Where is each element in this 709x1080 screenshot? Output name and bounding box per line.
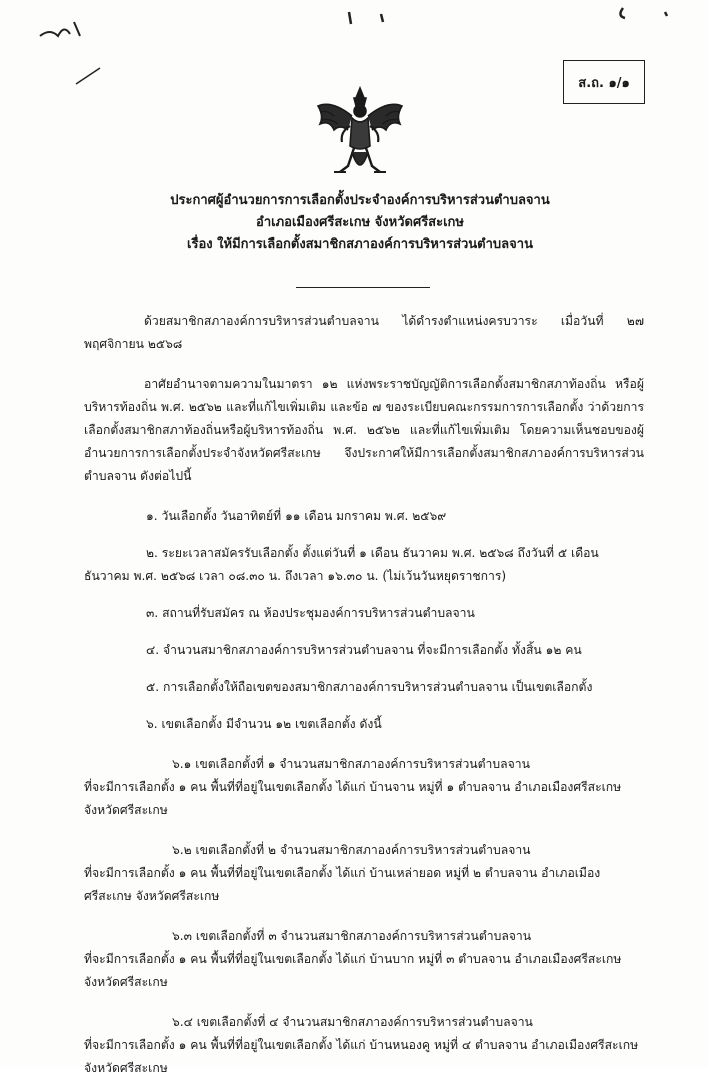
district-heading: ๖.๓ เขตเลือกตั้งที่ ๓ จำนวนสมาชิกสภาองค์การบริหารส่วนตำบลจาน [172,929,532,943]
document-body [84,310,644,1080]
header-title: ประกาศผู้อำนวยการการเลือกตั้งประจำองค์การบริหารส่วนตำบลจาน [170,193,550,208]
list-item: ๒. ระยะเวลาสมัครรับเลือกตั้ง ตั้งแต่วันที่ ๑ เดือน ธันวาคม พ.ศ. ๒๕๖๘ ถึงวันที่ ๕ เดือน ธันวาคม พ.ศ. ๒๕๖๘ เวลา ๐๘.๓๐ น. ถึงเวลา ๑๖.๓๐ น. (ไม่เว้นวันหยุดราชการ) [84,546,599,583]
district-detail: ที่จะมีการเลือกตั้ง ๑ คน พื้นที่ที่อยู่ในเขตเลือกตั้ง ได้แก่ บ้านเหล่ายอด หมู่ที่ ๒ ตำบลจาน อำเภอเมืองศรีสะเกษ จังหวัดศรีสะเกษ [84,866,601,903]
district-block [84,839,644,908]
header-divider [296,287,430,288]
list-item: ๓. สถานที่รับสมัคร ณ ห้องประชุมองค์การบริหารส่วนตำบลจาน [146,606,475,620]
announcement-header [120,190,600,256]
district-heading: ๖.๑ เขตเลือกตั้งที่ ๑ จำนวนสมาชิกสภาองค์การบริหารส่วนตำบลจาน [172,757,530,771]
district-block [84,925,644,994]
header-subject: เรื่อง ให้มีการเลือกตั้งสมาชิกสภาองค์การบริหารส่วนตำบลจาน [187,237,533,252]
handwritten-mark [345,8,395,28]
district-heading: ๖.๒ เขตเลือกตั้งที่ ๒ จำนวนสมาชิกสภาองค์การบริหารส่วนตำบลจาน [172,843,531,857]
district-heading: ๖.๔ เขตเลือกตั้งที่ ๔ จำนวนสมาชิกสภาองค์การบริหารส่วนตำบลจาน [172,1015,533,1029]
handwritten-mark [36,14,86,46]
list-item: ๑. วันเลือกตั้ง วันอาทิตย์ที่ ๑๑ เดือน มกราคม พ.ศ. ๒๕๖๙ [146,509,447,523]
district-detail: ที่จะมีการเลือกตั้ง ๑ คน พื้นที่ที่อยู่ในเขตเลือกตั้ง ได้แก่ บ้านจาน หมู่ที่ ๑ ตำบลจาน อำเภอเมืองศรีสะเกษ จังหวัดศรีสะเกษ [84,780,622,817]
district-block [84,1011,644,1080]
intro-paragraph: ด้วยสมาชิกสภาองค์การบริหารส่วนตำบลจาน ได้ดำรงตำแหน่งครบวาระ เมื่อวันที่ ๒๗ พฤศจิกายน ๒๕๖๘ [84,314,644,351]
handwritten-mark [615,4,675,24]
header-location: อำเภอเมืองศรีสะเกษ จังหวัดศรีสะเกษ [256,215,464,230]
garuda-emblem-icon [312,86,408,178]
list-item: ๕. การเลือกตั้งให้ถือเขตของสมาชิกสภาองค์การบริหารส่วนตำบลจาน เป็นเขตเลือกตั้ง [146,680,593,694]
authority-paragraph: อาศัยอำนาจตามความในมาตรา ๑๒ แห่งพระราชบัญญัติการเลือกตั้งสมาชิกสภาท้องถิ่น หรือผู้บริหารท้องถิ่น พ.ศ. ๒๕๖๒ และที่แก้ไขเพิ่มเติม และข้อ ๗ ของระเบียบคณะกรรมการการเลือกตั้ง ว่าด้วยการเลือกตั้งสมาชิกสภาท้องถิ่นหรือผู้บริหารท้องถิ่น พ.ศ. ๒๕๖๒ และที่แก้ไขเพิ่มเติม โดยความเห็นชอบของผู้อำนวยการการเลือกตั้งประจำจังหวัดศรีสะเกษ จึงประกาศให้มีการเลือกตั้งสมาชิกสภาองค์การบริหารส่วนตำบลจาน ดังต่อไปนี้ [84,377,644,483]
document-code: ส.ถ. ๑/๑ [578,75,630,91]
district-block [84,753,644,822]
district-detail: ที่จะมีการเลือกตั้ง ๑ คน พื้นที่ที่อยู่ในเขตเลือกตั้ง ได้แก่ บ้านหนองคู หมู่ที่ ๔ ตำบลจาน อำเภอเมืองศรีสะเกษ จังหวัดศรีสะเกษ [84,1038,639,1075]
document-code-box [563,60,645,104]
handwritten-mark [74,64,104,88]
list-item: ๔. จำนวนสมาชิกสภาองค์การบริหารส่วนตำบลจาน ที่จะมีการเลือกตั้ง ทั้งสิ้น ๑๒ คน [146,643,582,657]
list-item: ๖. เขตเลือกตั้ง มีจำนวน ๑๒ เขตเลือกตั้ง ดังนี้ [146,717,382,731]
district-detail: ที่จะมีการเลือกตั้ง ๑ คน พื้นที่ที่อยู่ในเขตเลือกตั้ง ได้แก่ บ้านบาก หมู่ที่ ๓ ตำบลจาน อำเภอเมืองศรีสะเกษ จังหวัดศรีสะเกษ [84,952,622,989]
